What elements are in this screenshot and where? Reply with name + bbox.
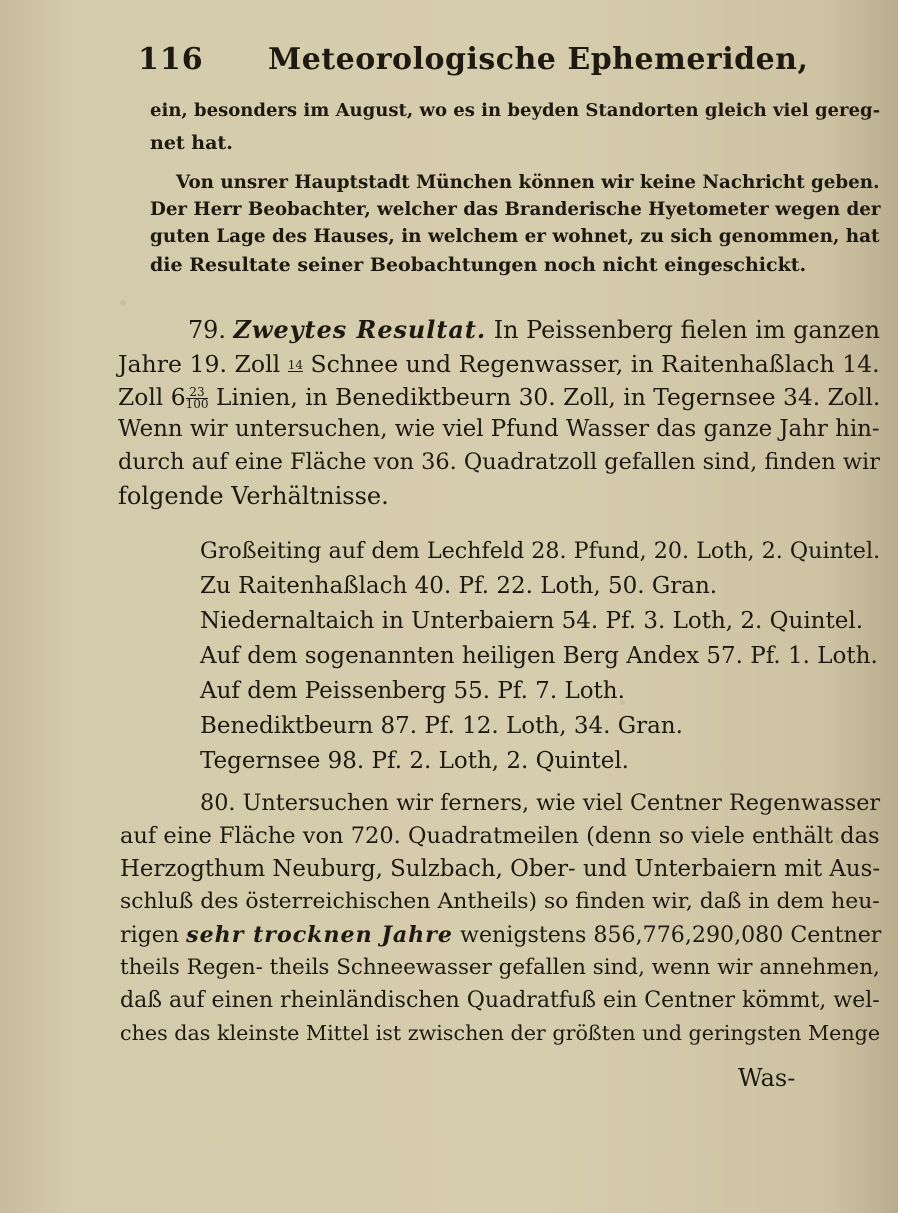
p79-line2-a: Jahre 19. Zoll [118,350,281,378]
munich-line-2: Der Herr Beobachter, welcher das Branderische Hyetometer wegen der [150,199,881,220]
p79-line3-b: Linien, in Benediktbeurn 30. Zoll, in Tegernsee 34. Zoll. [215,383,881,411]
station-line: Benediktbeurn 87. Pf. 12. Loth, 34. Gran. [200,713,683,739]
catchword: Was- [738,1064,796,1092]
p80-emphasis: sehr trocknen Jahre [186,922,453,948]
p80-line-4: schluß des österreichischen Antheils) so finden wir, daß in dem heu- [120,889,880,914]
page-number: 116 [138,42,204,77]
station-line: Auf dem sogenannten heiligen Berg Andex 57. Pf. 1. Loth. [200,643,878,669]
munich-line-3: guten Lage des Hauses, in welchem er wohnet, zu sich genommen, hat [150,226,880,247]
p80-line-2: auf eine Fläche von 720. Quadratmeilen (denn so viele enthält das [120,823,880,849]
p79-line2-b: Schnee und Regenwasser, in Raitenhaßlach 14. [310,350,880,378]
paper-spot [120,300,126,306]
intro-line-1: ein, besonders im August, wo es in beyden Standorten gleich viel gereg- [150,100,881,121]
p79-line-5: durch auf eine Fläche von 36. Quadratzoll gefallen sind, finden wir [118,449,880,475]
p80-line-8: ches das kleinste Mittel ist zwischen der größten und geringsten Menge [120,1021,881,1045]
fraction-numerator: 14 [287,357,303,372]
fraction-numerator: 23 [186,387,209,399]
running-title: Meteorologische Ephemeriden, [268,42,809,77]
p80-line-3: Herzogthum Neuburg, Sulzbach, Ober- und Unterbaiern mit Aus- [120,856,881,882]
p80-line-7: daß auf einen rheinländischen Quadratfuß ein Centner kömmt, wel- [120,988,880,1013]
p79-line-4: Wenn wir untersuchen, wie viel Pfund Wasser das ganze Jahr hin- [118,416,880,442]
fraction [287,357,303,372]
p80-line-5 [120,922,881,948]
station-line: Großeiting auf dem Lechfeld 28. Pfund, 20. Loth, 2. Quintel. [200,538,881,564]
p79-line-3 [118,383,880,411]
page-header [138,42,838,92]
intro-line-2: net hat. [150,132,233,154]
station-line: Zu Raitenhaßlach 40. Pf. 22. Loth, 50. Gran. [200,573,718,599]
p79-number: 79. [188,316,226,344]
munich-line-1: Von unsrer Hauptstadt München können wir keine Nachricht geben. [176,172,880,193]
station-line: Niedernaltaich in Unterbaiern 54. Pf. 3. Loth, 2. Quintel. [200,608,864,634]
p79-heading: Zweytes Resultat. [233,316,487,344]
p79-line-2 [118,350,880,378]
p79-line-6: folgende Verhältnisse. [118,482,389,510]
p79-line3-a: Zoll 6 [118,383,186,411]
station-line: Tegernsee 98. Pf. 2. Loth, 2. Quintel. [200,748,629,774]
p79-line1-rest: In Peissenberg fielen im ganzen [493,316,880,344]
munich-line-4: die Resultate seiner Beobachtungen noch nicht eingeschickt. [150,254,807,276]
p80-line5-a: rigen [120,922,180,948]
p80-line5-b: wenigstens 856,776,290,080 Centner [460,922,882,948]
station-line: Auf dem Peissenberg 55. Pf. 7. Loth. [200,678,625,704]
fraction [186,387,209,410]
p80-line-6: theils Regen- theils Schneewasser gefallen sind, wenn wir annehmen, [120,955,880,980]
p79-line-1 [188,316,880,344]
fraction-denominator: 100 [185,397,209,411]
p80-line-1: 80. Untersuchen wir ferners, wie viel Centner Regenwasser [200,790,881,816]
